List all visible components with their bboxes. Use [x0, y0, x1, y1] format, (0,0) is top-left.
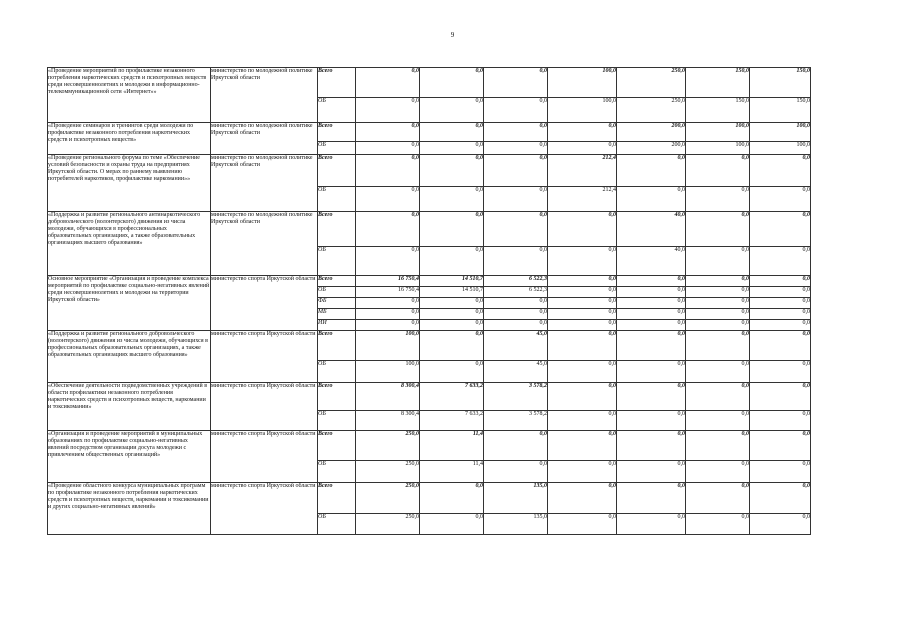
amount-cell: 0,0: [484, 431, 548, 461]
amount-cell: 14 510,7: [420, 276, 484, 287]
table-row: [48, 123, 811, 142]
activity-description: «Поддержка и развитие регионального добровольческого (волонтерского) движения из числа молодежи, обучающихся в профессиональных образовательных организациях, а также образовательных организациях высшего образования»: [48, 331, 211, 383]
amount-cell: 0,0: [548, 461, 617, 483]
amount-cell: 0,0: [617, 411, 686, 431]
amount-cell: 0,0: [686, 514, 750, 535]
amount-cell: 100,0: [356, 361, 420, 383]
amount-cell: 45,0: [484, 361, 548, 383]
amount-cell: 0,0: [548, 320, 617, 331]
amount-cell: 0,0: [750, 331, 811, 361]
funding-source: ОБ: [318, 98, 356, 123]
amount-cell: 0,0: [686, 298, 750, 309]
amount-cell: 0,0: [548, 276, 617, 287]
amount-cell: 0,0: [484, 155, 548, 187]
amount-cell: 0,0: [617, 331, 686, 361]
amount-cell: 11,4: [420, 461, 484, 483]
amount-cell: 0,0: [484, 212, 548, 247]
amount-cell: 8 300,4: [356, 383, 420, 411]
amount-cell: 212,4: [548, 187, 617, 212]
amount-cell: 0,0: [750, 287, 811, 298]
amount-cell: 0,0: [750, 483, 811, 514]
responsible-executor: министерство спорта Иркутской области: [211, 331, 318, 383]
responsible-executor: министерство по молодежной политике Иркутской области: [211, 155, 318, 212]
amount-cell: 0,0: [548, 411, 617, 431]
amount-cell: 0,0: [548, 483, 617, 514]
amount-cell: 0,0: [617, 309, 686, 320]
amount-cell: 0,0: [617, 383, 686, 411]
responsible-executor: министерство спорта Иркутской области: [211, 483, 318, 535]
amount-cell: 0,0: [356, 187, 420, 212]
funding-source: Всего: [318, 212, 356, 247]
amount-cell: 150,0: [686, 68, 750, 98]
amount-cell: 200,0: [617, 123, 686, 142]
amount-cell: 0,0: [484, 142, 548, 155]
amount-cell: 0,0: [484, 247, 548, 276]
funding-source: Всего: [318, 431, 356, 461]
amount-cell: 0,0: [750, 212, 811, 247]
table-row: [48, 383, 811, 411]
activity-description: «Проведение мероприятий по профилактике незаконного потребления наркотических средств и психотропных веществ среди несовершеннолетних и молодежи в информационно-телекоммуникационной сети «Интернет»»: [48, 68, 211, 123]
amount-cell: 0,0: [484, 187, 548, 212]
amount-cell: 0,0: [548, 361, 617, 383]
amount-cell: 100,0: [686, 142, 750, 155]
amount-cell: 100,0: [548, 98, 617, 123]
amount-cell: 0,0: [617, 276, 686, 287]
amount-cell: 7 633,2: [420, 411, 484, 431]
responsible-executor: министерство по молодежной политике Иркутской области: [211, 123, 318, 155]
amount-cell: 0,0: [356, 298, 420, 309]
funding-source: ОБ: [318, 142, 356, 155]
amount-cell: 0,0: [548, 123, 617, 142]
activity-description: «Обеспечение деятельности подведомственных учреждений в области профилактики незаконного потребления наркотических средств и психотропных веществ, наркомании и токсикомании»: [48, 383, 211, 431]
amount-cell: 0,0: [686, 331, 750, 361]
table-row: [48, 483, 811, 514]
responsible-executor: министерство спорта Иркутской области: [211, 383, 318, 431]
amount-cell: 0,0: [617, 287, 686, 298]
funding-source: ОБ: [318, 187, 356, 212]
funding-source: Всего: [318, 276, 356, 287]
funding-source: ОБ: [318, 461, 356, 483]
funding-source: Всего: [318, 483, 356, 514]
amount-cell: 0,0: [548, 431, 617, 461]
amount-cell: 100,0: [356, 331, 420, 361]
funding-source: Всего: [318, 331, 356, 361]
funding-source: МБ: [318, 309, 356, 320]
table-row: [48, 212, 811, 247]
amount-cell: 100,0: [548, 68, 617, 98]
amount-cell: 0,0: [484, 298, 548, 309]
funding-source: Всего: [318, 155, 356, 187]
amount-cell: 0,0: [617, 514, 686, 535]
funding-source: ФБ: [318, 298, 356, 309]
amount-cell: 135,0: [484, 514, 548, 535]
amount-cell: 0,0: [750, 155, 811, 187]
amount-cell: 40,0: [617, 212, 686, 247]
funding-source: ОБ: [318, 247, 356, 276]
amount-cell: 11,4: [420, 431, 484, 461]
table-row: [48, 331, 811, 361]
amount-cell: 0,0: [356, 123, 420, 142]
page-number: 9: [450, 31, 455, 39]
amount-cell: 16 750,4: [356, 287, 420, 298]
amount-cell: 0,0: [686, 287, 750, 298]
amount-cell: 0,0: [617, 483, 686, 514]
activity-description: «Организация и проведение мероприятий в муниципальных образованиях по профилактике социально-негативных явлений посредством организации досуга молодежи с привлечением общественных организаций»: [48, 431, 211, 483]
amount-cell: 135,0: [484, 483, 548, 514]
amount-cell: 0,0: [548, 309, 617, 320]
amount-cell: 0,0: [484, 68, 548, 98]
amount-cell: 14 510,7: [420, 287, 484, 298]
amount-cell: 3 578,2: [484, 383, 548, 411]
amount-cell: 0,0: [617, 320, 686, 331]
amount-cell: 0,0: [420, 155, 484, 187]
amount-cell: 0,0: [617, 187, 686, 212]
amount-cell: 0,0: [548, 247, 617, 276]
funding-source: ОБ: [318, 361, 356, 383]
amount-cell: 3 578,2: [484, 411, 548, 431]
amount-cell: 0,0: [617, 361, 686, 383]
amount-cell: 0,0: [686, 276, 750, 287]
amount-cell: 0,0: [356, 142, 420, 155]
amount-cell: 0,0: [686, 431, 750, 461]
amount-cell: 0,0: [420, 247, 484, 276]
amount-cell: 0,0: [420, 309, 484, 320]
amount-cell: 0,0: [617, 431, 686, 461]
funding-source: ОБ: [318, 514, 356, 535]
activity-description: «Проведение семинаров и тренингов среди молодежи по профилактике незаконного потребления наркотических средств и психотропных веществ»: [48, 123, 211, 155]
responsible-executor: министерство спорта Иркутской области: [211, 276, 318, 331]
amount-cell: 0,0: [686, 320, 750, 331]
funding-source: ОБ: [318, 411, 356, 431]
amount-cell: 0,0: [420, 98, 484, 123]
amount-cell: 0,0: [617, 298, 686, 309]
amount-cell: 250,0: [356, 461, 420, 483]
funding-source: Всего: [318, 123, 356, 142]
amount-cell: 250,0: [356, 431, 420, 461]
amount-cell: 0,0: [420, 123, 484, 142]
amount-cell: 0,0: [484, 309, 548, 320]
amount-cell: 6 522,3: [484, 276, 548, 287]
responsible-executor: министерство спорта Иркутской области: [211, 431, 318, 483]
table-row: [48, 276, 811, 287]
amount-cell: 0,0: [686, 483, 750, 514]
table-row: [48, 155, 811, 187]
amount-cell: 0,0: [420, 320, 484, 331]
amount-cell: 100,0: [750, 123, 811, 142]
amount-cell: 0,0: [686, 309, 750, 320]
amount-cell: 0,0: [686, 411, 750, 431]
financing-table: [47, 67, 811, 535]
amount-cell: 0,0: [484, 461, 548, 483]
responsible-executor: министерство по молодежной политике Иркутской области: [211, 212, 318, 276]
funding-source: Всего: [318, 68, 356, 98]
amount-cell: 150,0: [686, 98, 750, 123]
amount-cell: 250,0: [617, 98, 686, 123]
amount-cell: 0,0: [686, 247, 750, 276]
amount-cell: 0,0: [750, 431, 811, 461]
amount-cell: 0,0: [484, 98, 548, 123]
amount-cell: 6 522,3: [484, 287, 548, 298]
amount-cell: 0,0: [548, 287, 617, 298]
amount-cell: 250,0: [617, 68, 686, 98]
amount-cell: 250,0: [356, 514, 420, 535]
amount-cell: 7 633,2: [420, 383, 484, 411]
amount-cell: 0,0: [356, 212, 420, 247]
amount-cell: 150,0: [750, 68, 811, 98]
funding-source: Всего: [318, 383, 356, 411]
amount-cell: 0,0: [750, 361, 811, 383]
amount-cell: 0,0: [356, 98, 420, 123]
amount-cell: 0,0: [420, 483, 484, 514]
table-row: [48, 68, 811, 98]
amount-cell: 0,0: [548, 383, 617, 411]
amount-cell: 0,0: [356, 309, 420, 320]
amount-cell: 0,0: [484, 320, 548, 331]
amount-cell: 0,0: [750, 461, 811, 483]
amount-cell: 0,0: [686, 461, 750, 483]
amount-cell: 0,0: [420, 514, 484, 535]
amount-cell: 200,0: [617, 142, 686, 155]
activity-description: «Поддержка и развитие регионального антинаркотического добровольческого (волонтерского) движения из числа молодежи, обучающихся в профессиональных образовательных организациях, а также образовательных организациях высшего образования»: [48, 212, 211, 276]
amount-cell: 0,0: [750, 383, 811, 411]
table-row: [48, 431, 811, 461]
amount-cell: 0,0: [356, 247, 420, 276]
funding-source: ИИ: [318, 320, 356, 331]
amount-cell: 0,0: [548, 331, 617, 361]
amount-cell: 100,0: [750, 142, 811, 155]
activity-description: «Проведение областного конкурса муниципальных программ по профилактике незаконного потребления наркотических средств и психотропных веществ, наркомании и токсикомании и других социально-негативных явлений»: [48, 483, 211, 535]
amount-cell: 0,0: [750, 276, 811, 287]
amount-cell: 0,0: [686, 361, 750, 383]
amount-cell: 0,0: [420, 187, 484, 212]
activity-description: «Проведение регионального форума по теме «Обеспечение условий безопасности и охраны труда на предприятиях Иркутской области. О мерах по раннему выявлению потребителей наркотиков, профилактике наркомании»»: [48, 155, 211, 212]
amount-cell: 0,0: [750, 298, 811, 309]
amount-cell: 0,0: [356, 320, 420, 331]
amount-cell: 0,0: [750, 320, 811, 331]
amount-cell: 0,0: [420, 331, 484, 361]
amount-cell: 0,0: [356, 155, 420, 187]
amount-cell: 150,0: [750, 98, 811, 123]
amount-cell: 0,0: [420, 361, 484, 383]
amount-cell: 212,4: [548, 155, 617, 187]
amount-cell: 0,0: [686, 187, 750, 212]
amount-cell: 0,0: [750, 247, 811, 276]
amount-cell: 0,0: [548, 212, 617, 247]
activity-description: Основное мероприятие «Организация и проведение комплекса мероприятий по профилактике социально-негативных явлений среди несовершеннолетних и молодежи на территории Иркутской области»: [48, 276, 211, 331]
amount-cell: 45,0: [484, 331, 548, 361]
amount-cell: 16 750,4: [356, 276, 420, 287]
amount-cell: 0,0: [484, 123, 548, 142]
amount-cell: 0,0: [686, 155, 750, 187]
amount-cell: 0,0: [548, 142, 617, 155]
amount-cell: 0,0: [548, 298, 617, 309]
amount-cell: 0,0: [617, 155, 686, 187]
responsible-executor: министерство по молодежной политике Иркутской области: [211, 68, 318, 123]
amount-cell: 0,0: [548, 514, 617, 535]
amount-cell: 0,0: [750, 309, 811, 320]
amount-cell: 0,0: [420, 142, 484, 155]
amount-cell: 0,0: [420, 298, 484, 309]
amount-cell: 0,0: [420, 68, 484, 98]
amount-cell: 0,0: [750, 187, 811, 212]
amount-cell: 0,0: [686, 212, 750, 247]
amount-cell: 0,0: [356, 68, 420, 98]
amount-cell: 250,0: [356, 483, 420, 514]
amount-cell: 40,0: [617, 247, 686, 276]
amount-cell: 0,0: [750, 514, 811, 535]
amount-cell: 100,0: [686, 123, 750, 142]
amount-cell: 8 300,4: [356, 411, 420, 431]
amount-cell: 0,0: [686, 383, 750, 411]
funding-source: ОБ: [318, 287, 356, 298]
amount-cell: 0,0: [750, 411, 811, 431]
amount-cell: 0,0: [420, 212, 484, 247]
amount-cell: 0,0: [617, 461, 686, 483]
